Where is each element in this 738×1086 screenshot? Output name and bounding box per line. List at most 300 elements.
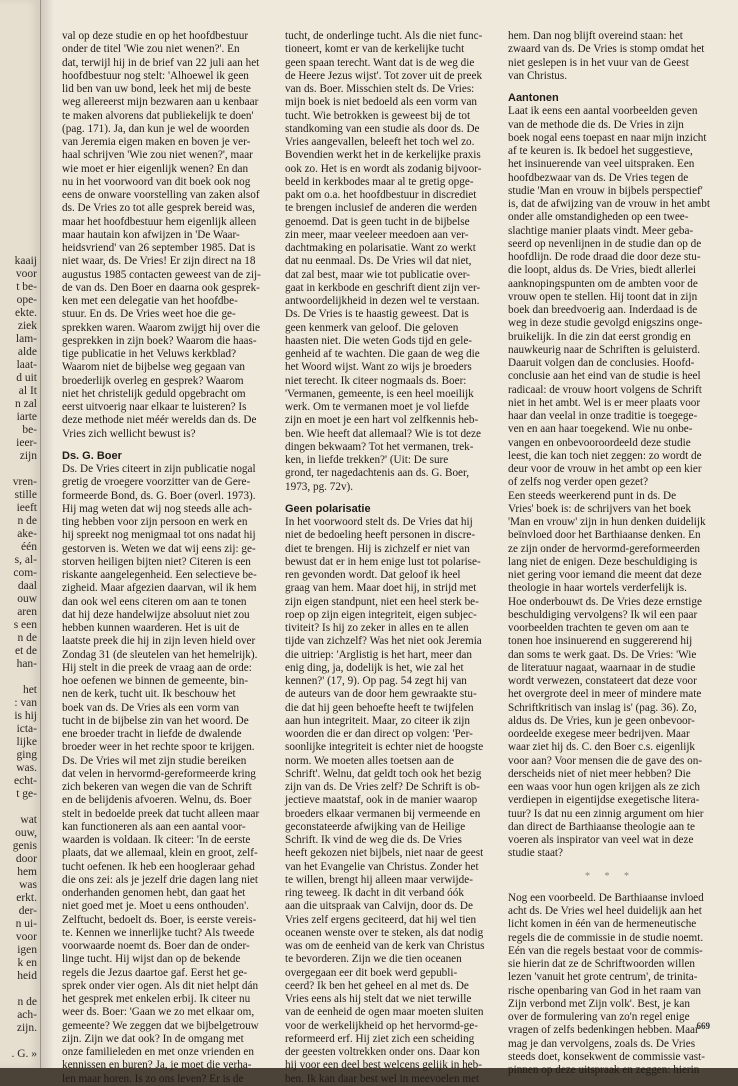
text-line: conclusie aan het eind van de studie is heel bbox=[508, 370, 701, 383]
paragraph-gap bbox=[285, 494, 485, 503]
text-line: vangen en onbevooroordeeld deze studie bbox=[508, 436, 691, 449]
text-line: die loopt, aldus ds. De Vries, biedt allerlei bbox=[508, 264, 697, 277]
paragraph-gap bbox=[62, 441, 262, 450]
text-line: Schriftkritisch van inslag is' (pag. 36). Zo, bbox=[508, 701, 697, 714]
text-line: tucht in de bijbelse zin van het woord. De bbox=[62, 714, 249, 727]
text-column-2 bbox=[285, 30, 485, 1086]
text-column-1 bbox=[62, 30, 262, 1086]
text-line: ze zijn onder de hervormd-gereformeerden bbox=[508, 542, 700, 555]
text-line: Vries zich wellicht bewust is? bbox=[62, 427, 196, 440]
prev-page-fragment: com- bbox=[13, 567, 37, 579]
text-line: heidsvriend' van 26 september 1985. Dat is bbox=[62, 242, 256, 254]
text-line: Vries eens als hij stelt dat we niet terwille bbox=[285, 993, 472, 1005]
text-line: hoe oefenen we binnen de gemeente, bin- bbox=[62, 675, 249, 687]
text-line: dan ook wel eens citeren om aan te tonen bbox=[62, 595, 247, 608]
prev-page-fragment: één bbox=[21, 541, 37, 553]
text-line: het insinuerende van veel uitspraken. Een bbox=[508, 158, 695, 171]
prev-page-fragment: igen bbox=[17, 944, 37, 956]
text-line: zijn en moet je een hart vol zelfkennis heb- bbox=[285, 414, 479, 427]
text-line: aldus ds. De Vries, kun je geen onbevoor- bbox=[508, 714, 695, 727]
prev-page-fragment: ach- bbox=[17, 1009, 37, 1021]
text-line: hoofdlijn. De rode draad die door deze stu- bbox=[508, 251, 701, 263]
text-line: vrouw open te stellen. Hij toont dat in zijn bbox=[508, 290, 698, 303]
text-line: beschuldiging vervolgens? Ik wil een paar bbox=[508, 608, 698, 621]
text-line: een waas voor hun ogen krijgen als ze zich bbox=[508, 781, 700, 793]
text-line: tucht oefenen. Ik heb een hoogleraar gehad bbox=[62, 860, 255, 873]
prev-page-fragment: : van bbox=[14, 697, 37, 709]
prev-page-fragment: n ui- bbox=[15, 918, 37, 930]
text-line: enig ding, ja, dodelijk is het, wie zal het bbox=[285, 661, 464, 674]
text-line: die dat hij geen behoefte heeft te twijfelen bbox=[285, 701, 474, 714]
prev-page-fragment: . G. » bbox=[11, 1048, 37, 1060]
text-line: het gesprek met enkelen erbij. Ik citeer nu bbox=[62, 993, 251, 1005]
text-line: maar hautain kon afwijzen in 'De Waar- bbox=[62, 228, 240, 241]
paragraph-gap bbox=[508, 83, 712, 92]
text-line: het overgrote deel in meer of mindere mate bbox=[508, 688, 702, 701]
prev-page-fragment: was bbox=[19, 879, 37, 891]
text-line: tijde van zichzelf? Was het niet ook Jeremia bbox=[285, 635, 482, 648]
text-line: weg allereerst mijn bezwaren aan u kenbaar bbox=[62, 96, 259, 109]
text-line: niet de bedoeling heeft personen in discre- bbox=[285, 529, 476, 542]
text-line: 'Vermanen, gemeente, is een heel moeilijk bbox=[285, 387, 474, 400]
text-line: zijn van ds. De Vries zelf? De Schrift is ob- bbox=[285, 781, 480, 793]
text-line: kan functioneren als aan een aantal voor- bbox=[62, 820, 246, 833]
text-line: haasten niet. Die weten Gods tijd en gele- bbox=[285, 334, 473, 347]
text-line: niet gering voor iemand die meent dat deze bbox=[508, 569, 702, 581]
previous-page-edge bbox=[0, 0, 41, 1068]
prev-page-fragment: ieeft bbox=[16, 502, 37, 514]
text-line: pakt om o.a. het hoofdbestuur in discrediet bbox=[285, 189, 477, 201]
prev-page-fragment: ieer- bbox=[16, 437, 37, 449]
text-line: vragen of zelfs bedenkingen hebben. Maar bbox=[508, 1024, 699, 1037]
text-line: stuur. En ds. De Vries weet hoe die ge- bbox=[62, 308, 236, 321]
text-line: onze familieleden en met onze vrienden en bbox=[62, 1046, 254, 1058]
paragraph-gap bbox=[508, 861, 712, 870]
prev-page-fragment: zijn. bbox=[16, 1022, 37, 1034]
text-line: hoofdbezwaar van ds. De Vries tegen de bbox=[508, 171, 689, 184]
text-line: ken, in liefde trekken?' (Uit: De sure bbox=[285, 454, 449, 466]
prev-page-fragment: s een bbox=[13, 619, 37, 631]
text-line: tucht, de onderlinge tucht. Als die niet func- bbox=[285, 30, 483, 42]
text-line: leest, die kan toch niet zeggen: zo wordt de bbox=[508, 449, 702, 462]
prev-page-fragment: ging bbox=[16, 749, 37, 761]
text-line: Ds. De Vries wil met zijn studie bereiken bbox=[62, 754, 247, 767]
text-line: broederlijk overleg en gesprek? Waarom bbox=[62, 374, 244, 387]
text-line: kennen?' (17, 9). Op pag. 54 zegt hij van bbox=[285, 675, 467, 687]
text-line: zijn eigen standpunt, niet een heel sterk be- bbox=[285, 595, 479, 608]
text-line: ting hebben voor zijn persoon en werk en bbox=[62, 516, 248, 528]
text-line: tiviteit? Is hij zo zeker in alles en te allen bbox=[285, 622, 469, 634]
text-line: seerd op nevenlijnen in de studie dan op de bbox=[508, 237, 702, 250]
text-line: mag je dan vervolgens, zoals ds. De Vries bbox=[508, 1037, 696, 1050]
text-line: niet in het ambt. Wel is er meer plaats voor bbox=[508, 396, 701, 409]
text-line: de auteurs van de door hem gewraakte stu- bbox=[285, 688, 477, 701]
text-line: voorbeelden trachten te geven om aan te bbox=[508, 622, 689, 634]
text-line: ook zo. Het is en wordt als zodanig bijvoor- bbox=[285, 162, 482, 175]
prev-page-fragment: ake- bbox=[17, 528, 37, 540]
prev-page-fragment: ope- bbox=[16, 294, 37, 306]
text-line: verdiepen in eigentijdse exegetische litera- bbox=[508, 794, 700, 807]
text-line: geen kenmerk van geloof. Die geloven bbox=[285, 321, 459, 334]
text-line: waar ziet hij ds. C. den Boer c.s. eigenlijk bbox=[508, 741, 696, 754]
text-line: wordt verwezen, constateert dat deze voor bbox=[508, 675, 697, 687]
text-line: Vries' boek is: de schrijvers van het boek bbox=[508, 502, 692, 515]
text-column-3 bbox=[508, 30, 712, 1077]
prev-page-fragment: der- bbox=[18, 905, 37, 917]
text-line: derscheids niet of niet meer hebben? Die bbox=[508, 767, 691, 780]
text-line: Zelftucht, bedoelt ds. Boer, is eerste vereis- bbox=[62, 913, 257, 926]
prev-page-fragment: t ge- bbox=[16, 788, 37, 800]
text-line: 'Man en vrouw' zijn in hun denken duidelijk bbox=[508, 516, 706, 528]
prev-page-fragment: ouw, bbox=[15, 827, 37, 839]
prev-page-fragment: ouw bbox=[17, 593, 37, 605]
text-line: weg in deze studie gevolgd enigszins onge- bbox=[508, 317, 703, 330]
text-line: die ons zei: als je jezelf drie dagen lang niet bbox=[62, 873, 259, 886]
text-line: hem. Dan nog blijft overeind staan: het bbox=[508, 30, 683, 42]
text-line: jectieve maatstaf, ook in de manier waarop bbox=[285, 794, 478, 807]
prev-page-fragment: daal bbox=[17, 580, 37, 592]
text-line: Ds. De Vries citeert in zijn publicatie nogal bbox=[62, 463, 256, 475]
text-line: Zondag 31 (de sleutelen van het hemelrijk). bbox=[62, 648, 258, 661]
prev-page-fragment: k en bbox=[17, 957, 37, 969]
prev-page-fragment: ekte. bbox=[14, 307, 37, 319]
text-line: grond, ter nagedachtenis aan ds. G. Boer, bbox=[285, 467, 470, 480]
text-line: zin meer, maar veeleer meedoen aan ver- bbox=[285, 228, 469, 241]
prev-page-fragment: aren bbox=[17, 606, 37, 618]
text-line: studie staat? bbox=[508, 847, 563, 860]
text-line: lezen 'vanuit het grote centrum', de trinita- bbox=[508, 971, 698, 984]
text-line: Vries zelf ergens geciteerd, dat hij wel tien bbox=[285, 913, 477, 926]
text-line: de literatuur nagaat, waarnaar in de studie bbox=[508, 661, 696, 674]
text-line: hij voor een deel best welcens gelijk in heb- bbox=[285, 1059, 482, 1072]
text-line: dan soms te werk gaat. Ds. De Vries: 'Wie bbox=[508, 648, 697, 661]
text-line: Eén van die regels bestaat voor de commis- bbox=[508, 944, 703, 957]
text-line: tonen hoe insinuerend en suggererend hij bbox=[508, 635, 693, 648]
prev-page-fragment: al It bbox=[18, 385, 37, 397]
text-line: dachtmaking en polarisatie. Want zo werkt bbox=[285, 242, 476, 254]
text-line: de Heere Jezus wijst'. Tot zover uit de preek bbox=[285, 69, 483, 82]
text-line: werk. Om te vermanen moet je vol liefde bbox=[285, 401, 469, 413]
text-line: gesprekken in zijn boek? Waarom die haas- bbox=[62, 334, 257, 347]
text-line: dan direct de Barthiaanse theologie aan te bbox=[508, 820, 695, 833]
text-line: dat velen in hervormd-gereformeerde kring bbox=[62, 767, 256, 780]
prev-page-fragment: d uit bbox=[16, 372, 37, 384]
text-line: van Christus. bbox=[508, 69, 568, 82]
text-line: af te keuren is. Ik bedoel het suggestieve, bbox=[508, 145, 693, 157]
text-line: ceerd? Ik ben het geheel en al met ds. De bbox=[285, 979, 469, 992]
prev-page-fragment: ziek bbox=[17, 320, 37, 332]
text-line: onderhanden genomen hebt, dan gaat het bbox=[62, 887, 246, 899]
text-line: rische openbaring van God in het raam van bbox=[508, 984, 701, 997]
text-line: haal schrijven 'Wie zou niet wenen?', maar bbox=[62, 149, 253, 162]
text-line: In het voorwoord stelt ds. De Vries dat hij bbox=[285, 516, 473, 528]
text-line: hoofdbestuur nog stelt: 'Alhoewel ik geen bbox=[62, 69, 249, 82]
text-line: heeft gekozen niet bijbels, niet naar de geest bbox=[285, 847, 484, 860]
text-line: acht ds. De Vries wel heel duidelijk aan het bbox=[508, 905, 702, 917]
prev-page-fragment: het bbox=[22, 684, 37, 696]
section-heading: Aantonen bbox=[508, 92, 559, 104]
text-line: van Jeremia eigen maken en boven je ver- bbox=[62, 136, 251, 148]
paragraph-gap bbox=[508, 883, 712, 892]
text-line: was om de eenheid van de kerk van Christus bbox=[285, 940, 485, 952]
text-line: van de methode die ds. De Vries in zijn bbox=[508, 118, 684, 131]
prev-page-fragment: alde bbox=[17, 346, 37, 358]
text-line: de van ds. Den Boer en daarna ook gesprek- bbox=[62, 281, 260, 294]
text-line: of zelfs nog verder open gezet? bbox=[508, 476, 649, 489]
text-line: tige publicatie in het Veluws kerkblad? bbox=[62, 348, 237, 360]
text-line: waarden is voldaan. Ik citeer: 'In de eerste bbox=[62, 834, 251, 846]
prev-page-fragment: lijke bbox=[16, 736, 37, 748]
text-line: Hij stelt in die preek de vraag aan de orde: bbox=[62, 661, 252, 674]
text-line: zwaard van ds. De Vries is stomp omdat het bbox=[508, 43, 705, 56]
text-line: sie hierin dat ze de Schriftwoorden willen bbox=[508, 958, 696, 970]
text-line: 1973, pg. 72v). bbox=[285, 480, 354, 493]
text-line: lid ben van uw bond, leek het mij de beste bbox=[62, 83, 251, 95]
text-line: die uitriep: 'Arglistig is het hart, meer dan bbox=[285, 648, 472, 661]
prev-page-fragment: laat- bbox=[16, 359, 37, 371]
text-line: broeder weer in het rechte spoor te krijgen. bbox=[62, 741, 255, 754]
prev-page-fragment: n de bbox=[17, 632, 37, 644]
text-line: standkoming van een studie als door ds. De bbox=[285, 122, 480, 135]
text-line: Waarom niet de bijbelse weg gegaan van bbox=[62, 361, 245, 374]
text-line: dat zal best, maar wie tot publicatie over- bbox=[285, 268, 470, 281]
text-line: boek dan breedvoerig aan. Inderdaad is de bbox=[508, 304, 698, 316]
text-line: te willen, brengt hij alleen maar verwijde- bbox=[285, 873, 473, 886]
text-line: linge tucht. Hij wijst dan op de bekende bbox=[62, 953, 241, 966]
text-line: formeerde Bond, ds. G. Boer (overl. 1973). bbox=[62, 489, 256, 502]
text-line: soonlijke integriteit is echter niet de hoogste bbox=[285, 741, 484, 754]
text-line: genoemd. Dat is geen tucht in de bijbelse bbox=[285, 215, 470, 228]
text-line: voor de werkelijkheid op het hervormd-ge- bbox=[285, 1019, 478, 1032]
text-line: ben. Wie heeft dat allemaal? Wie is tot deze bbox=[285, 427, 481, 440]
text-line: radicaal: de vrouw hoort volgens de Schrift bbox=[508, 383, 702, 396]
text-line: boek nogal eens toepast en naar mijn inzicht bbox=[508, 131, 707, 144]
prev-page-fragment: is hij bbox=[14, 710, 37, 722]
prev-page-fragment: echt- bbox=[14, 775, 37, 787]
section-heading: Ds. G. Boer bbox=[62, 449, 122, 462]
prev-page-fragment: n zal bbox=[14, 398, 37, 410]
text-line: bruikelijk. In die zin dat eerst grondig en bbox=[508, 330, 691, 343]
prev-page-fragment: hem bbox=[17, 866, 37, 878]
text-line: dat hij deze handelwijze absoluut niet zou bbox=[62, 608, 250, 621]
text-line: aan die uitspraak van Calvijn, door ds. De bbox=[285, 900, 473, 913]
prev-page-fragment: wat bbox=[20, 814, 37, 826]
text-line: overgegaan eer dit boek werd gepubli- bbox=[285, 966, 458, 979]
text-line: pinnen op deze uitspraak en zeggen: hierin bbox=[508, 1064, 700, 1076]
text-line: te. Kennen we innerlijke tucht? Als tweede bbox=[62, 926, 255, 939]
prev-page-fragment: kaaij bbox=[14, 255, 37, 267]
prev-page-fragment: iarte bbox=[16, 411, 37, 423]
text-line: nauwkeurig naar de Schriften is geluisterd. bbox=[508, 343, 700, 356]
section-heading: Geen polarisatie bbox=[285, 502, 371, 515]
prev-page-fragment: erkt. bbox=[16, 892, 37, 904]
text-line: ene broeder tracht in liefde de dwalende bbox=[62, 728, 242, 740]
text-line: oordeelde exegese meer bedrijven. Maar bbox=[508, 728, 690, 740]
text-line: aanknopingspunten om de ambten voor de bbox=[508, 277, 698, 290]
text-line: te maken alvorens dat publiekelijk te doen' bbox=[62, 109, 254, 122]
text-line: broeders elkaar vermanen bij vermeende en bbox=[285, 807, 481, 820]
prev-page-fragment: door bbox=[15, 853, 37, 865]
text-line: plaats, dat we allemaal, klein en groot, zelf- bbox=[62, 847, 258, 860]
text-line: gaat in kerkbode en geschrift dient zijn ver- bbox=[285, 281, 481, 294]
text-line: voor aan? Voor mensen die de gave des on- bbox=[508, 754, 703, 767]
prev-page-fragment: lam- bbox=[15, 333, 37, 345]
prev-page-fragment: heid bbox=[17, 970, 37, 982]
prev-page-fragment: be- bbox=[22, 424, 37, 436]
text-line: dat, terwijl hij in de brief van 22 juli aan het bbox=[62, 56, 260, 69]
prev-page-fragment: stille bbox=[14, 489, 37, 501]
text-line: tioneert, komt er van de kerkelijke tucht bbox=[285, 43, 465, 56]
text-line: sprekken waren. Waarom zwijgt hij over die bbox=[62, 321, 261, 334]
text-line: aan hun integriteit. Maar, zo citeer ik zijn bbox=[285, 714, 471, 727]
text-line: onder de titel 'Wie zou niet wenen?'. En bbox=[62, 43, 240, 56]
text-line: ds. De Vries zo tot alle gesprek bereid was, bbox=[62, 202, 255, 215]
text-line: niet het christelijk geduld opgebracht om bbox=[62, 387, 246, 400]
text-line: en de belijdenis afvoeren. Welnu, ds. Boer bbox=[62, 794, 252, 807]
text-line: steeds doet, konsekwent de commissie vast- bbox=[508, 1050, 705, 1063]
text-line: studie 'Man en vrouw in bijbels perspectief' bbox=[508, 184, 703, 197]
text-line: woorden die er dan direct op volgen: 'Per- bbox=[285, 728, 473, 740]
prev-page-fragment: han- bbox=[16, 658, 37, 670]
text-line: beïnvloed door het Barthiaanse denken. En bbox=[508, 529, 701, 542]
text-line: van het Evangelie van Christus. Zonder het bbox=[285, 860, 479, 873]
text-line: van de eenheid de ogen maar moeten sluiten bbox=[285, 1006, 484, 1019]
text-line: niet geslepen is in het vuur van de Geest bbox=[508, 56, 689, 69]
text-line: Schrift'. Welnu, dat geldt toch ook het bezig bbox=[285, 767, 482, 780]
prev-page-fragment: n de bbox=[17, 996, 37, 1008]
text-line: norm. We moeten alles toetsen aan de bbox=[285, 754, 454, 767]
text-line: augustus 1985 contacten geweest van de zij- bbox=[62, 268, 261, 281]
prev-page-fragment: t be- bbox=[16, 281, 37, 293]
text-line: wie moet er hier eigenlijk wenen? En dan bbox=[62, 162, 249, 175]
text-line: maar het hoofdbestuur hem eigenlijk alleen bbox=[62, 215, 257, 228]
text-line: ken met een delegatie van het hoofdbe- bbox=[62, 295, 238, 307]
text-line: Een steeds weerkerend punt in ds. De bbox=[508, 489, 677, 502]
text-line: gemeente? We zeggen dat we bijbelgetrouw bbox=[62, 1019, 259, 1032]
text-line: graag van hem. Maar doet hij, in strijd met bbox=[285, 582, 477, 595]
text-line: beeld in kerkbodes maar al te gretig opge- bbox=[285, 175, 474, 188]
text-line: niet goed met je. Moet u eens onthouden'. bbox=[62, 900, 249, 913]
text-line: roep op zijn eigen integriteit, eigen subjec- bbox=[285, 608, 477, 621]
text-line: ben. Ik kan daar best wel in meevoelen met bbox=[285, 1072, 480, 1085]
text-line: onder alle omstandigheden op een twee- bbox=[508, 211, 689, 224]
prev-page-fragment: voor bbox=[15, 931, 37, 943]
text-line: genheid af te wachten. Die gaan de weg die bbox=[285, 348, 480, 360]
text-line: Ds. De Vries is te haastig geweest. Dat is bbox=[285, 308, 469, 321]
text-line: hebben kunnen waarderen. Het is uit de bbox=[62, 622, 240, 634]
section-divider: * * * bbox=[585, 870, 635, 882]
prev-page-fragment: n de bbox=[17, 515, 37, 527]
text-line: kennissen en buren? Ja, je moet die verha- bbox=[62, 1059, 252, 1072]
text-line: Vries aangevallen, beleeft het toch wel zo. bbox=[285, 136, 475, 148]
text-line: tucht. Wie betrokken is geweest bij de tot bbox=[285, 109, 471, 122]
text-line: gestorven is. Weten we dat wij eens zij: ge- bbox=[62, 542, 256, 555]
text-line: lang niet de enigen. Deze beschuldiging is bbox=[508, 555, 698, 568]
text-line: gretig de vroegere voorzitter van de Gere- bbox=[62, 476, 251, 489]
text-line: te brengen inclusief de anderen die werden bbox=[285, 202, 477, 215]
text-line: licht komen in één van de hermeneutische bbox=[508, 918, 697, 931]
text-line: deur voor de vrouw in het ambt op een kier bbox=[508, 463, 702, 475]
text-line: theologie in haar wortels verderfelijk is. bbox=[508, 582, 687, 595]
text-line: Nog een voorbeeld. De Barthiaanse invloed bbox=[508, 891, 704, 904]
text-line: te bevorderen. Zijn we die tien oceanen bbox=[285, 953, 462, 966]
text-line: regels die Jezus daartoe gaf. Eerst het ge- bbox=[62, 966, 248, 979]
text-line: zigheid. Maar afgezien daarvan, wil ik hem bbox=[62, 582, 257, 595]
text-line: len maar horen. Is zo ons leven? Er is de bbox=[62, 1072, 244, 1085]
text-line: Zijn verbond met Zijn volk'. Best, je kan bbox=[508, 997, 690, 1010]
text-line: Hoe onderbouwt ds. De Vries deze ernstige bbox=[508, 595, 702, 608]
text-line: (pag. 171). Ja, dan kun je wel de woorden bbox=[62, 122, 250, 135]
text-line: zijn. Zijn we dat ook? In de omgang met bbox=[62, 1032, 244, 1045]
text-line: ven en aan haar toegekend. Wie nu onbe- bbox=[508, 423, 693, 436]
text-line: ren gevonden wordt. Dat geloof ik heel bbox=[285, 569, 461, 581]
text-line: nen de kerk, tucht uit. Ik beschouw het bbox=[62, 688, 236, 701]
text-line: reformeerd erf. Hij ziet zich een scheiding bbox=[285, 1032, 475, 1045]
text-line: dingen bekwaam? Tot het vermanen, trek- bbox=[285, 440, 474, 453]
text-line: tuur? Is dat nu een zinnig argument om hier bbox=[508, 807, 704, 820]
text-line: over de formulering van zo'n regel enige bbox=[508, 1011, 690, 1023]
text-line: boek van ds. De Vries als een vorm van bbox=[62, 701, 240, 714]
text-line: weer ds. Boer: 'Gaan we zo met elkaar om, bbox=[62, 1006, 255, 1019]
text-line: geen spaan terecht. Want dat is de weg die bbox=[285, 56, 475, 69]
page-number: 669 bbox=[696, 1021, 710, 1031]
prev-page-fragment: was. bbox=[16, 762, 37, 774]
prev-page-fragment: vren- bbox=[12, 476, 37, 488]
text-line: het Woord wijst. Want zo wijs je broeders bbox=[285, 361, 472, 374]
prev-page-fragment: s, al- bbox=[14, 554, 37, 566]
prev-page-fragment: genis bbox=[12, 840, 37, 852]
text-line: Hij mag weten dat wij nog steeds alle ach- bbox=[62, 502, 253, 515]
text-line: bewust dat er in hem enige lust tot polarise- bbox=[285, 555, 481, 568]
text-line: is, dat de afwijzing van de vrouw in het ambt bbox=[508, 198, 710, 210]
text-line: zich bekeren van wegen die van de Schrift bbox=[62, 781, 252, 793]
text-line: slachtige manier plaats vindt. Meer geba- bbox=[508, 224, 694, 237]
prev-page-fragment: et de bbox=[14, 645, 37, 657]
text-line: hij spreekt nog menigmaal tot ons nadat hij bbox=[62, 529, 256, 542]
text-line: laatste preek die hij in zijn leven hield over bbox=[62, 635, 256, 648]
text-line: Schrift. Ik vind de weg die ds. De Vries bbox=[285, 834, 462, 846]
text-line: val op deze studie en op het hoofdbestuur bbox=[62, 30, 249, 42]
text-line: storven heiligen bijten niet? Citeren is een bbox=[62, 555, 251, 568]
text-line: deze methode niet méér werelds dan ds. De bbox=[62, 414, 257, 427]
text-line: stelt in bedoelde preek dat tucht alleen maar bbox=[62, 807, 260, 820]
text-line: dat nu eenmaal. Ds. De Vries wil dat niet, bbox=[285, 255, 472, 268]
text-line: riskante aangelegenheid. Een selectieve be- bbox=[62, 569, 257, 581]
text-line: voeren als inspirator van veel wat in deze bbox=[508, 834, 694, 846]
text-line: der geesten voltrekken onder ons. Daar kon bbox=[285, 1046, 480, 1058]
prev-page-fragment: voor bbox=[15, 268, 37, 280]
text-line: Daaruit volgen dan de conclusies. Hoofd- bbox=[508, 357, 695, 369]
text-line: van ds. Boer. Misschien stelt ds. De Vries: bbox=[285, 83, 475, 95]
page-fold-shadow bbox=[40, 0, 54, 1068]
text-line: ring teweeg. Ik dacht in dit verband óók bbox=[285, 887, 464, 899]
text-line: haar dan veelal in onze traditie is toegege- bbox=[508, 410, 698, 422]
text-line: regels die de commissie in de studie noemt. bbox=[508, 931, 704, 944]
text-line: oceanen wenste over te steken, als dat nodig bbox=[285, 926, 484, 939]
prev-page-fragment: icta- bbox=[16, 723, 37, 735]
text-line: mijn boek is niet bedoeld als een vorm van bbox=[285, 96, 478, 109]
text-line: Bovendien werkt het in de kerkelijke praxis bbox=[285, 149, 481, 162]
text-line: Laat ik eens een aantal voorbeelden geven bbox=[508, 105, 698, 118]
text-line: geconstateerde afwijking van de Heilige bbox=[285, 820, 466, 833]
text-line: nu in het voorwoord van dit boek ook nog bbox=[62, 175, 251, 188]
prev-page-fragment: zijn bbox=[19, 450, 37, 462]
text-line: eens de onware voorstelling van zaken alsof bbox=[62, 189, 260, 201]
text-line: sprek onder vier ogen. Als dit niet helpt dán bbox=[62, 979, 259, 992]
text-line: antwoordelijkheid in dezen wel te verstaan. bbox=[285, 295, 480, 307]
text-line: eerst uitvoerig naar elkaar te luisteren? Is bbox=[62, 401, 247, 413]
text-line: voorwaarde noemt ds. Boer dan de onder- bbox=[62, 940, 250, 952]
